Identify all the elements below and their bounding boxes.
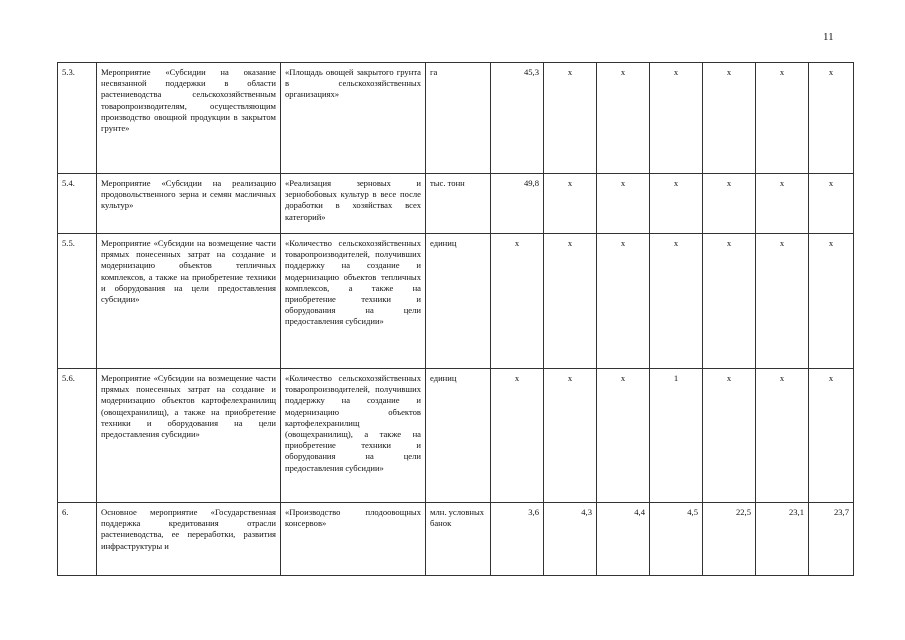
indicator-cell: «Реализация зерновых и зернобобовых культур в весе после доработки в хозяйствах всех категорий» — [281, 174, 426, 234]
value-cell: x — [703, 174, 756, 234]
value-cell: 3,6 — [491, 503, 544, 576]
value-cell: x — [703, 63, 756, 174]
value-cell: 45,3 — [491, 63, 544, 174]
value-cell: x — [597, 174, 650, 234]
value-cell: x — [703, 369, 756, 503]
value-cell: x — [756, 234, 809, 369]
indicator-cell: «Количество сельскохозяйственных товаропроизводителей, получивших поддержку на создание и модернизацию объектов картофелехранилищ (овощехранилищ), а также на приобретение техники и оборудования на цели предоставления субсидии» — [281, 369, 426, 503]
value-cell: x — [809, 63, 854, 174]
value-cell: x — [544, 174, 597, 234]
table-row — [58, 174, 854, 234]
row-number: 5.6. — [58, 369, 97, 503]
row-number: 5.3. — [58, 63, 97, 174]
row-number: 5.4. — [58, 174, 97, 234]
activity-cell: Мероприятие «Субсидии на реализацию продовольственного зерна и семян масличных культур» — [97, 174, 281, 234]
value-cell: x — [809, 234, 854, 369]
value-cell: 4,5 — [650, 503, 703, 576]
value-cell: x — [597, 369, 650, 503]
value-cell: x — [597, 63, 650, 174]
table-row — [58, 503, 854, 576]
value-cell: x — [650, 174, 703, 234]
activity-cell: Мероприятие «Субсидии на оказание несвязанной поддержки в области растениеводства сельскохозяйственным товаропроизводителям, осуществляющим производство овощной продукции в закрытом грунте» — [97, 63, 281, 174]
value-cell: 22,5 — [703, 503, 756, 576]
value-cell: 1 — [650, 369, 703, 503]
value-cell: x — [491, 369, 544, 503]
value-cell: x — [544, 234, 597, 369]
indicator-cell: «Количество сельскохозяйственных товаропроизводителей, получивших поддержку на создание и модернизацию объектов тепличных комплексов, а также на приобретение техники и оборудования на цели предоставления субсидии» — [281, 234, 426, 369]
value-cell: x — [756, 369, 809, 503]
value-cell: x — [809, 174, 854, 234]
value-cell: x — [650, 234, 703, 369]
table-row — [58, 234, 854, 369]
row-number: 5.5. — [58, 234, 97, 369]
value-cell: 23,7 — [809, 503, 854, 576]
table-row — [58, 369, 854, 503]
value-cell: x — [544, 63, 597, 174]
value-cell: x — [809, 369, 854, 503]
table-row — [58, 63, 854, 174]
activity-cell: Мероприятие «Субсидии на возмещение части прямых понесенных затрат на создание и модернизацию объектов тепличных комплексов, а также на приобретение техники и оборудования на цели предоставления субсидии» — [97, 234, 281, 369]
page-number: 11 — [823, 31, 834, 43]
unit-cell: млн. условных банок — [426, 503, 491, 576]
value-cell: 4,4 — [597, 503, 650, 576]
row-number: 6. — [58, 503, 97, 576]
activity-cell: Мероприятие «Субсидии на возмещение части прямых понесенных затрат на создание и модернизацию объектов картофелехранилищ (овощехранилищ), а также на приобретение техники и оборудования на цели предоставления субсидии» — [97, 369, 281, 503]
activity-cell: Основное мероприятие «Государственная поддержка кредитования отрасли растениеводства, ее переработки, развития инфраструктуры и — [97, 503, 281, 576]
value-cell: x — [650, 63, 703, 174]
unit-cell: единиц — [426, 369, 491, 503]
unit-cell: единиц — [426, 234, 491, 369]
value-cell: 49,8 — [491, 174, 544, 234]
value-cell: x — [756, 174, 809, 234]
value-cell: 4,3 — [544, 503, 597, 576]
value-cell: x — [544, 369, 597, 503]
value-cell: x — [491, 234, 544, 369]
indicator-cell: «Производство плодоовощных консервов» — [281, 503, 426, 576]
value-cell: x — [703, 234, 756, 369]
value-cell: x — [756, 63, 809, 174]
indicators-table — [57, 62, 854, 576]
unit-cell: тыс. тонн — [426, 174, 491, 234]
value-cell: x — [597, 234, 650, 369]
value-cell: 23,1 — [756, 503, 809, 576]
unit-cell: га — [426, 63, 491, 174]
indicator-cell: «Площадь овощей закрытого грунта в сельскохозяйственных организациях» — [281, 63, 426, 174]
